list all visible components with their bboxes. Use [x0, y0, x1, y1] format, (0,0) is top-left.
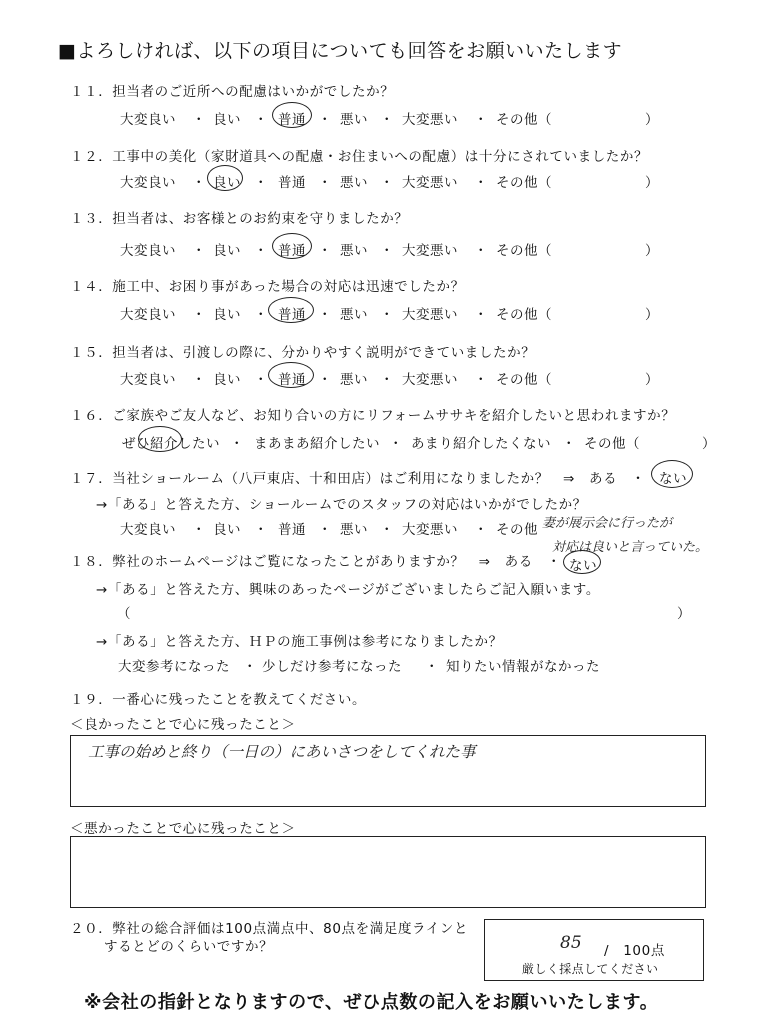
answer-circle [207, 165, 243, 191]
option-very-bad: 大変悪い [402, 522, 458, 538]
option-bad: 悪い [340, 112, 368, 128]
question-18-sub2: →「ある」と答えた方、ＨＰの施工事例は参考になりましたか？ [96, 634, 503, 650]
option-other-close: ） [645, 243, 659, 259]
option-separator: ・ [380, 522, 394, 538]
option-normal: 普通 [278, 307, 306, 323]
option-separator: ・ [318, 175, 332, 191]
question-14: １４．施工中、お困り事があった場合の対応は迅速でしたか？ [70, 279, 465, 295]
option-separator: ・ [474, 372, 488, 388]
option-good: 良い [213, 243, 241, 259]
option-separator: ・ [230, 436, 244, 452]
option-separator: ・ [192, 175, 206, 191]
handwritten-comment: 妻が展示会に行ったが [542, 516, 673, 531]
option-separator: ・ [254, 112, 268, 128]
question-13: １３．担当者は、お客様とのお約束を守りましたか？ [70, 211, 409, 227]
option-separator: ・ [474, 243, 488, 259]
option-separator: ・ [192, 522, 206, 538]
option-other: その他（ [496, 175, 552, 191]
option-very-bad: 大変悪い [402, 112, 458, 128]
good-memory-label: ＜良かったことで心に残ったこと＞ [70, 717, 296, 733]
option-separator: ・ [192, 243, 206, 259]
option-bad: 悪い [340, 175, 368, 191]
option-separator: ・ [192, 372, 206, 388]
option-other: その他 [496, 522, 538, 538]
bad-memory-box[interactable] [70, 836, 706, 908]
answer-circle [268, 297, 314, 323]
option-bad: 悪い [340, 243, 368, 259]
footer-note: ※会社の指針となりますので、ぜひ点数の記入をお願いいたします。 [84, 992, 659, 1013]
question-12: １２．工事中の美化（家財道具への配慮・お住まいへの配慮）は十分にされていましたか？ [70, 149, 649, 165]
question-18-paren-open: （ [117, 606, 132, 622]
option-separator: ・ [474, 175, 488, 191]
option-recommend-somewhat: まあまあ紹介したい [254, 436, 380, 452]
question-20-line1: ２０．弊社の総合評価は100点満点中、80点を満足度ラインと [70, 921, 469, 937]
option-good: 良い [213, 112, 241, 128]
option-other: その他（ [496, 112, 552, 128]
option-normal: 普通 [278, 372, 306, 388]
score-note: 厳しく採点してください [522, 962, 659, 976]
option-separator: ・ [562, 436, 576, 452]
bad-memory-label: ＜悪かったことで心に残ったこと＞ [70, 821, 296, 837]
question-19: １９．一番心に残ったことを教えてください。 [70, 692, 367, 708]
option-very-bad: 大変悪い [402, 307, 458, 323]
option-separator: ・ [380, 307, 394, 323]
option-separator: ・ [254, 243, 268, 259]
option-normal: 普通 [278, 175, 306, 191]
option-very-good: 大変良い [120, 522, 176, 538]
option-separator: ・ [474, 307, 488, 323]
option-separator: ・ [254, 522, 268, 538]
option-recommend-not-much: あまり紹介したくない [411, 436, 551, 452]
question-18-paren-close: ） [677, 606, 692, 622]
question-17-no: ない [659, 471, 688, 487]
option-other-close: ） [645, 307, 659, 323]
answer-circle [272, 102, 312, 128]
option-very-bad: 大変悪い [402, 372, 458, 388]
score-value: 85 [560, 933, 582, 953]
option-other: その他（ [496, 307, 552, 323]
option-separator: ・ [380, 372, 394, 388]
score-total: / 100点 [604, 943, 665, 959]
option-other-close: ） [645, 175, 659, 191]
option-other-close: ） [645, 372, 659, 388]
option-separator: ・ [474, 522, 488, 538]
option-separator: ・ [380, 175, 394, 191]
question-17-sub: →「ある」と答えた方、ショールームでのスタッフの対応はいかがでしたか？ [96, 497, 587, 513]
question-20-line2: するとどのくらいですか？ [104, 939, 274, 955]
option-bad: 悪い [340, 372, 368, 388]
option-separator: ・ [318, 307, 332, 323]
question-18-no: ない [569, 558, 598, 574]
option-very-good: 大変良い [120, 307, 176, 323]
page-header: ■よろしければ、以下の項目についても回答をお願いいたします [58, 40, 623, 62]
option-very-bad: 大変悪い [402, 243, 458, 259]
option-other: その他（ [496, 372, 552, 388]
handwritten-comment: 対応は良いと言っていた。 [552, 540, 709, 555]
question-17: １７．当社ショールーム（八戸東店、十和田店）はご利用になりましたか？ ⇒ ある ・ [70, 471, 646, 487]
answer-circle [563, 550, 601, 574]
option-separator: ・ [192, 307, 206, 323]
option-separator: ・ [318, 372, 332, 388]
option-separator: ・ [380, 243, 394, 259]
option-very-bad: 大変悪い [402, 175, 458, 191]
option-normal: 普通 [278, 522, 306, 538]
option-separator: ・ [318, 112, 332, 128]
answer-circle [651, 460, 693, 488]
option-very-helpful: 大変参考になった [118, 659, 230, 675]
option-very-good: 大変良い [120, 372, 176, 388]
option-separator: ・ [318, 243, 332, 259]
option-other: その他（ [584, 436, 640, 452]
answer-circle [268, 362, 314, 388]
option-very-good: 大変良い [120, 175, 176, 191]
option-separator: ・ [243, 659, 257, 675]
option-very-good: 大変良い [120, 243, 176, 259]
option-bad: 悪い [340, 522, 368, 538]
option-other: その他（ [496, 243, 552, 259]
question-18: １８．弊社のホームページはご覧になったことがありますか？ ⇒ ある ・ [70, 554, 562, 570]
option-separator: ・ [318, 522, 332, 538]
question-15: １５．担当者は、引渡しの際に、分かりやすく説明ができていましたか？ [70, 345, 536, 361]
option-good: 良い [213, 175, 241, 191]
option-separator: ・ [474, 112, 488, 128]
option-recommend-definitely: ぜひ紹介したい [122, 436, 220, 452]
option-very-good: 大変良い [120, 112, 176, 128]
good-memory-answer: 工事の始めと終り（一日の）にあいさつをしてくれた事 [88, 743, 476, 761]
option-separator: ・ [254, 372, 268, 388]
option-good: 良い [213, 372, 241, 388]
option-separator: ・ [254, 307, 268, 323]
option-other-close: ） [645, 112, 659, 128]
option-good: 良い [213, 307, 241, 323]
option-no-info: 知りたい情報がなかった [446, 659, 600, 675]
option-separator: ・ [254, 175, 268, 191]
question-16: １６．ご家族やご友人など、お知り合いの方にリフォームササキを紹介したいと思われますか？ [70, 408, 676, 424]
question-11: １１．担当者のご近所への配慮はいかがでしたか？ [70, 84, 395, 100]
option-separator: ・ [192, 112, 206, 128]
option-good: 良い [213, 522, 241, 538]
answer-circle [138, 426, 182, 452]
question-18-sub1: →「ある」と答えた方、興味のあったページがございましたらご記入願います。 [96, 582, 600, 598]
answer-circle [272, 233, 312, 259]
option-normal: 普通 [278, 243, 306, 259]
option-separator: ・ [425, 659, 439, 675]
option-bad: 悪い [340, 307, 368, 323]
option-somewhat-helpful: 少しだけ参考になった [262, 659, 402, 675]
option-normal: 普通 [278, 112, 306, 128]
option-other-close: ） [702, 436, 716, 452]
option-separator: ・ [389, 436, 403, 452]
option-separator: ・ [380, 112, 394, 128]
